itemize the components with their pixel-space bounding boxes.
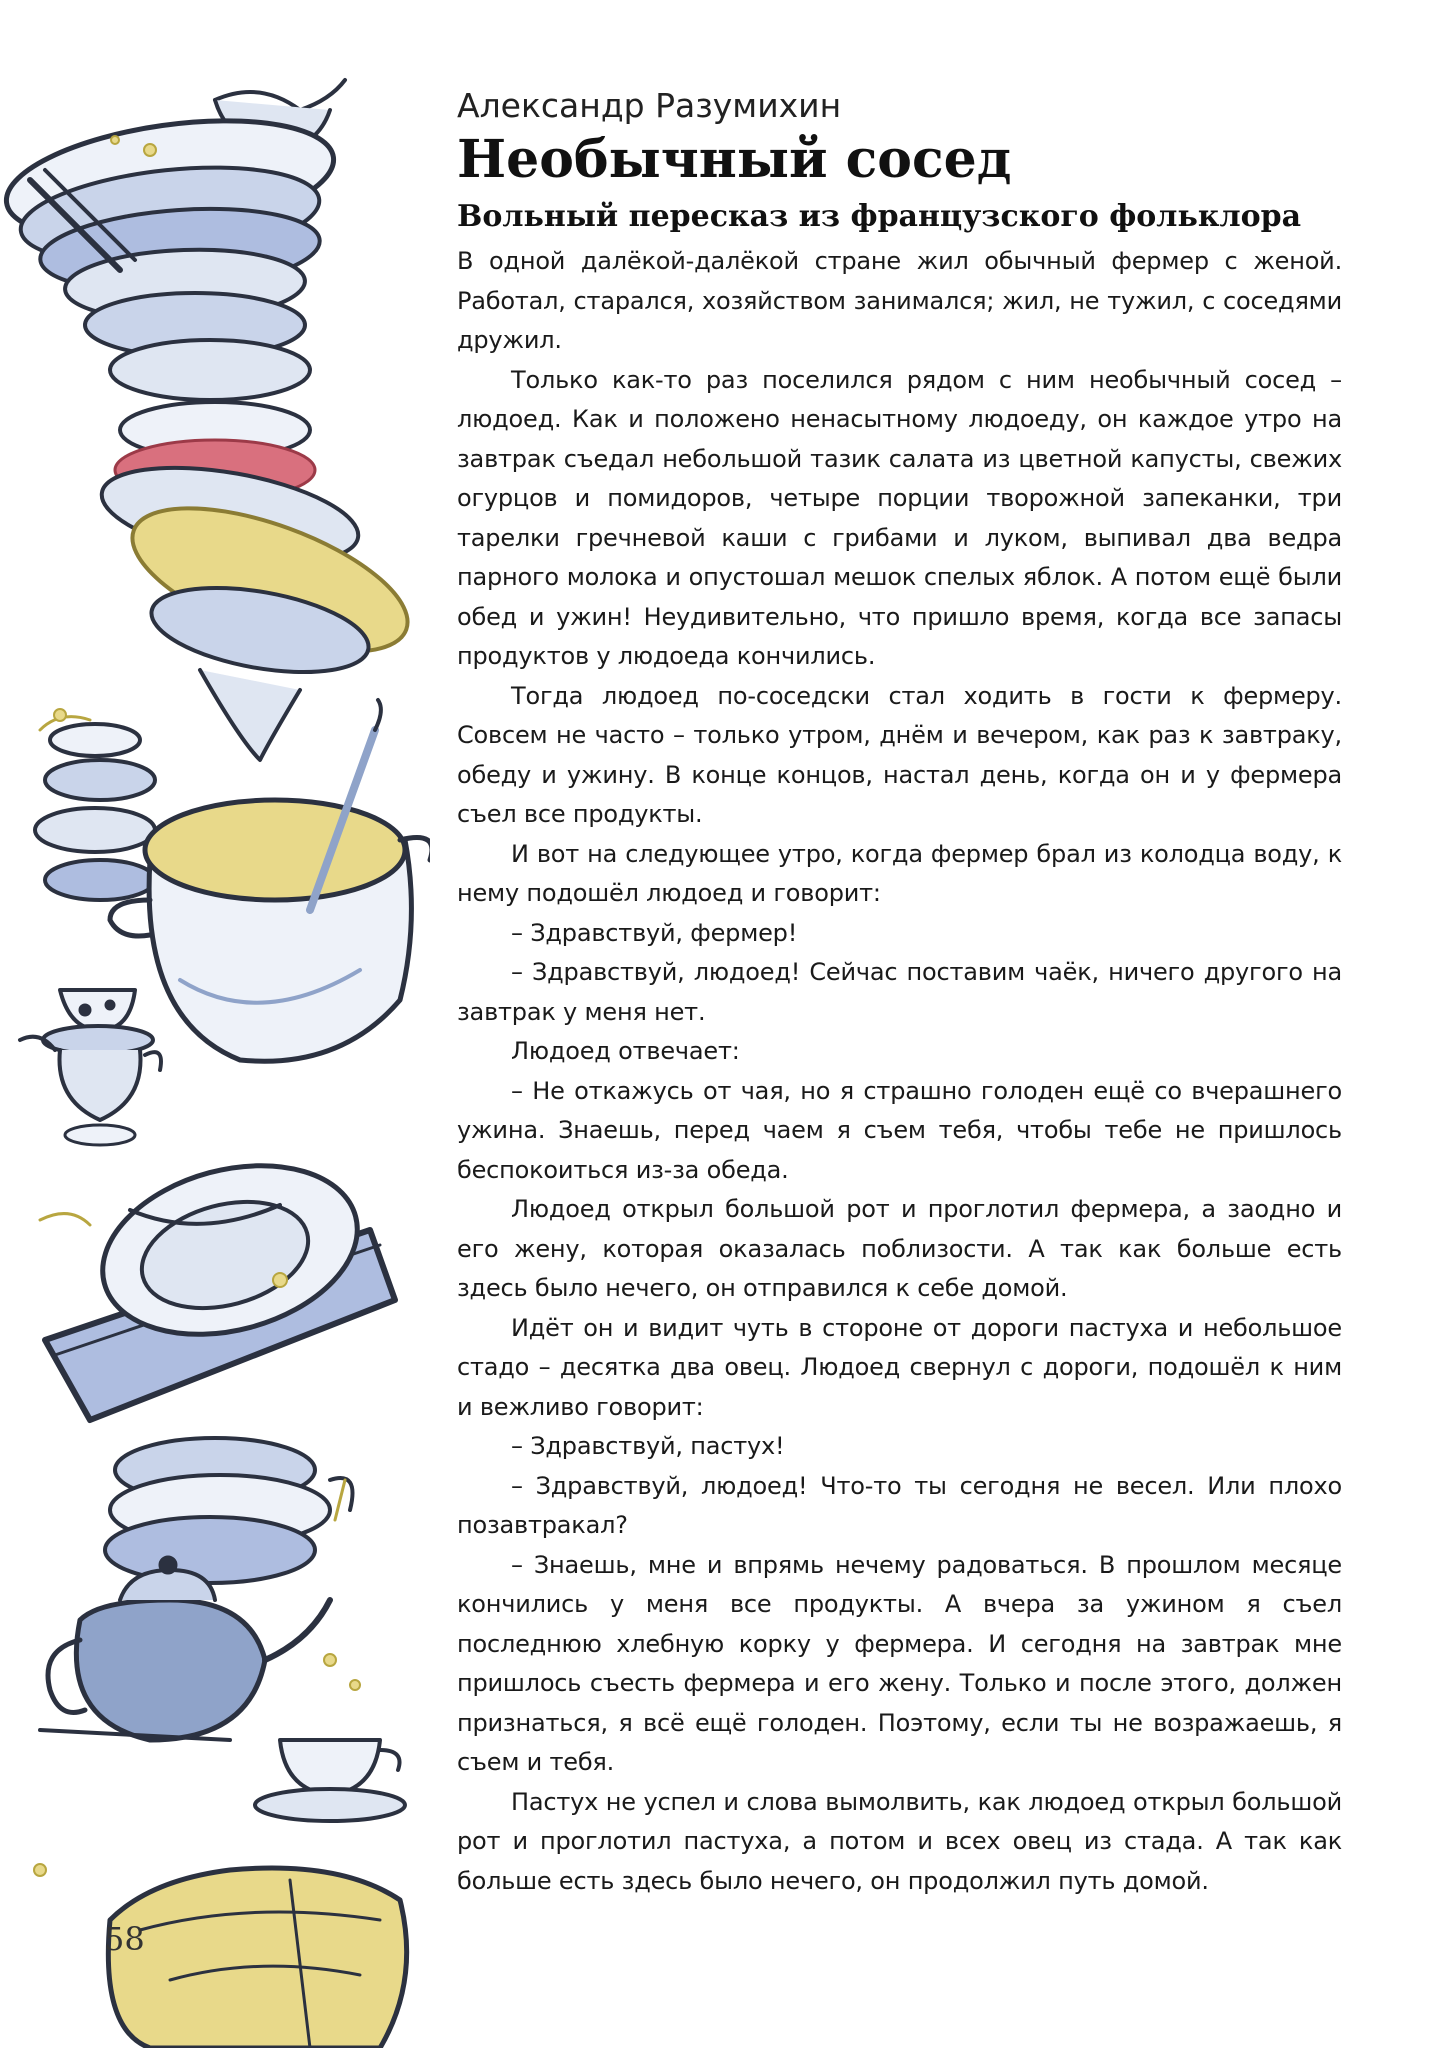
paragraph-6: Людоед открыл большой рот и проглотил фермера, а заодно и его жену, которая оказалась поблизости. А так как больше есть здесь было нечего, он отправился к себе домой. bbox=[457, 1195, 1342, 1302]
cup-stack bbox=[35, 709, 155, 900]
dialog-line-4: – Здравствуй, пастух! bbox=[511, 1432, 785, 1460]
pot-with-ladle bbox=[110, 700, 430, 1061]
paragraph-3: Тогда людоед по-соседски стал ходить в гости к фермеру. Совсем не часто – только утром, днём и вечером, как раз к завтраку, обеду и ужину. В конце концов, настал день, когда он и у фермера съел все продукты. bbox=[457, 681, 1342, 828]
paragraph-8: Пастух не успел и слова вымолвить, как людоед открыл большой рот и проглотил пастуха, а потом и всех овец из стада. А так как больше есть здесь было нечего, он продолжил путь домой. bbox=[457, 1787, 1342, 1895]
teacup-set bbox=[20, 990, 161, 1145]
dialog-line-6: – Знаешь, мне и впрямь нечему радоваться. В прошлом месяце кончились у меня все продукты. А вчера за ужином я съел последнюю хлебную корку у фермера. И сегодня на завтрак мне пришлось съесть фермера и его жену. Только и после этого, должен признаться, я всё ещё голоден. Поэтому, если ты не возражаешь, я съем и тебя. bbox=[457, 1550, 1342, 1776]
paragraph-7: Идёт он и видит чуть в стороне от дороги пастуха и небольшое стадо – десятка два овец. Людоед свернул с дороги, подошёл к ним и вежливо говорит: bbox=[457, 1313, 1342, 1421]
story-title: Необычный сосед bbox=[457, 129, 1012, 190]
dialog-line-1: – Здравствуй, фермер! bbox=[511, 918, 798, 947]
tray-with-plates bbox=[40, 1139, 395, 1420]
jar bbox=[34, 1864, 407, 2048]
paragraph-1: В одной далёкой-далёкой стране жил обычный фермер с женой. Работал, старался, хозяйством занимался; жил, не тужил, с соседями дружил. bbox=[457, 247, 1342, 354]
dialog-line-2: – Здравствуй, людоед! Сейчас поставим чаёк, ничего другого на завтрак у меня нет. bbox=[457, 958, 1342, 1026]
story-body bbox=[457, 242, 1342, 1901]
dialog-line-3: – Не откажусь от чая, но я страшно голоден ещё со вчерашнего ужина. Знаешь, перед чаем я съем тебя, чтобы тебе не пришлось беспокоиться из-за обеда. bbox=[457, 1076, 1342, 1184]
paragraph-5: Людоед отвечает: bbox=[511, 1037, 740, 1065]
cup-and-saucer bbox=[255, 1654, 405, 1821]
story-column bbox=[457, 84, 1342, 1901]
plate-stack-bottom bbox=[105, 1438, 353, 1583]
page-number: 58 bbox=[104, 1920, 145, 1958]
paragraph-2: Только как-то раз поселился рядом с ним необычный сосед – людоед. Как и положено ненасытному людоеду, он каждое утро на завтрак съедал небольшой тазик салата из цветной капусты, свежих огурцов и помидоров, четыре порции творожной запеканки, три тарелки гречневой каши с грибами и луком, выпивал два ведра парного молока и опустошал мешок спелых яблок. А потом ещё были обед и ужин! Неудивительно, что пришло время, когда все запасы продуктов у людоеда кончились. bbox=[457, 365, 1342, 670]
dialog-line-5: – Здравствуй, людоед! Что-то ты сегодня не весел. Или плохо позавтракал? bbox=[457, 1471, 1342, 1539]
story-subtitle: Вольный пересказ из французского фольклора bbox=[457, 199, 1302, 234]
teapot bbox=[40, 1556, 330, 1740]
paragraph-4: И вот на следующее утро, когда фермер брал из колодца воду, к нему подошёл людоед и говорит: bbox=[457, 839, 1342, 907]
author-name: Александр Разумихин bbox=[457, 86, 842, 125]
plate-stack-top bbox=[0, 103, 341, 400]
dishes-illustration bbox=[0, 40, 430, 2048]
plate-stack-middle bbox=[95, 402, 425, 760]
